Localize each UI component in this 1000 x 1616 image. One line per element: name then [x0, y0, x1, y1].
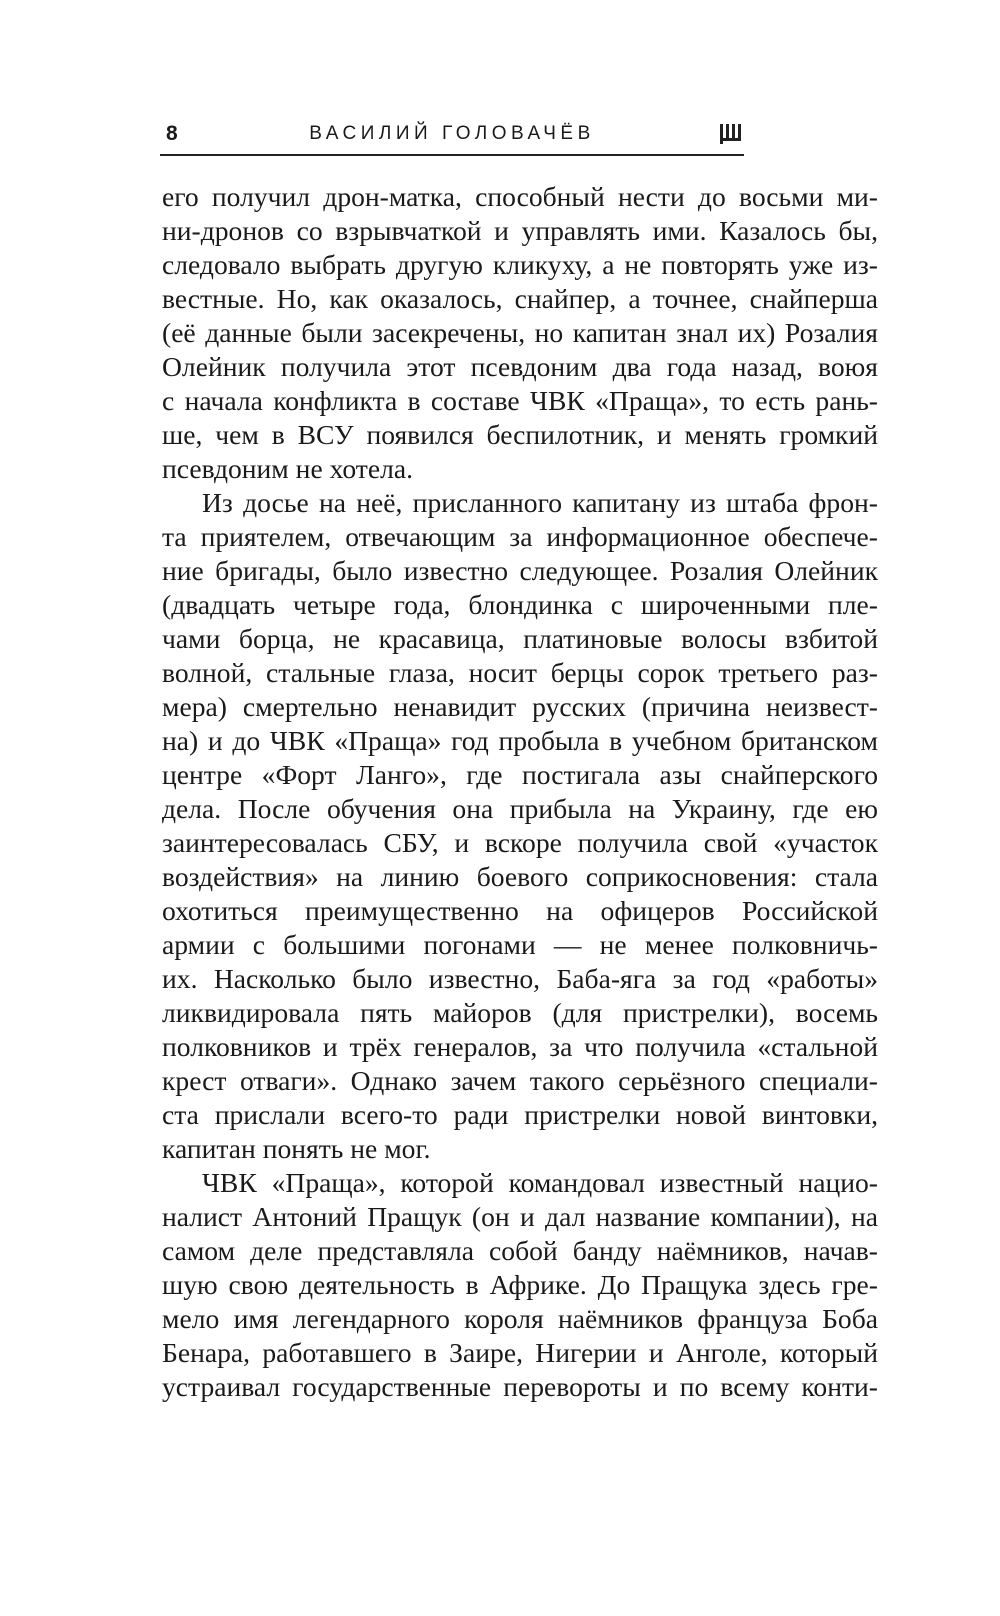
paragraph	[162, 180, 878, 486]
text-line: вестные. Но, как оказалось, снайпер, а точнее, снайперша	[162, 283, 878, 314]
text-line: (её данные были засекречены, но капитан знал их) Розалия	[162, 317, 878, 348]
paragraph	[162, 486, 878, 1166]
text-line: ни-дронов со взрывчаткой и управлять ими. Казалось бы,	[162, 215, 878, 246]
text-line: псевдоним не хотела.	[162, 453, 413, 484]
text-line: заинтересовалась СБУ, и вскоре получила свой «участок	[162, 827, 878, 858]
author-name: ВАСИЛИЙ ГОЛОВАЧЁВ	[309, 123, 595, 144]
text-line: его получил дрон-матка, способный нести до восьми ми-	[162, 181, 878, 212]
text-line: ЧВК «Праща», которой командовал известный нацио-	[202, 1167, 878, 1198]
text-line: армии с большими погонами — не менее полковничь-	[162, 929, 878, 960]
text-line: мело имя легендарного короля наёмников француза Боба	[162, 1303, 878, 1334]
running-header	[160, 118, 744, 156]
text-line: ше, чем в ВСУ появился беспилотник, и менять громкий	[162, 419, 878, 450]
paragraph	[162, 1166, 878, 1404]
text-line: следовало выбрать другую кликуху, а не повторять уже из-	[162, 249, 878, 280]
text-line: (двадцать четыре года, блондинка с широченными пле-	[162, 589, 878, 620]
text-line: Из досье на неё, присланного капитану из штаба фрон-	[202, 487, 878, 518]
text-line: крест отваги». Однако зачем такого серьёзного специали-	[162, 1065, 878, 1096]
text-line: налист Антоний Пращук (он и дал название компании), на	[162, 1201, 878, 1232]
text-line: Бенара, работавшего в Заире, Нигерии и Анголе, который	[162, 1337, 878, 1368]
text-line: дела. После обучения она прибыла на Украину, где ею	[162, 793, 878, 824]
text-line: ние бригады, было известно следующее. Розалия Олейник	[162, 555, 878, 586]
text-line: та приятелем, отвечающим за информационное обеспече-	[162, 521, 878, 552]
text-line: ста прислали всего-то ради пристрелки новой винтовки,	[162, 1099, 878, 1130]
text-line: волной, стальные глаза, носит берцы сорок третьего раз-	[162, 657, 878, 688]
text-line: воздействия» на линию боевого соприкосновения: стала	[162, 861, 878, 892]
text-line: их. Насколько было известно, Баба-яга за год «работы»	[162, 963, 878, 994]
text-line: Олейник получила этот псевдоним два года назад, воюя	[162, 351, 878, 382]
text-line: устраивал государственные перевороты и по всему конти-	[162, 1371, 878, 1402]
text-line: чами борца, не красавица, платиновые волосы взбитой	[162, 623, 878, 654]
page-number: 8	[166, 122, 178, 145]
text-line: центре «Форт Ланго», где постигала азы снайперского	[162, 759, 878, 790]
text-line: ликвидировала пять майоров (для пристрелки), восемь	[162, 997, 878, 1028]
text-line: капитан понять не мог.	[162, 1133, 431, 1164]
text-line: мера) смертельно ненавидит русских (причина неизвест-	[162, 691, 878, 722]
text-line: полковников и трёх генералов, за что получила «стальной	[162, 1031, 878, 1062]
text-line: охотиться преимущественно на офицеров Российской	[162, 895, 878, 926]
text-line: с начала конфликта в составе ЧВК «Праща», то есть рань-	[162, 385, 878, 416]
body-text	[162, 180, 878, 1404]
text-line: самом деле представляла собой банду наёмников, начав-	[162, 1235, 878, 1266]
publisher-logo-icon	[720, 124, 742, 144]
text-line: шую свою деятельность в Африке. До Пращука здесь гре-	[162, 1269, 878, 1300]
text-line: на) и до ЧВК «Праща» год пробыла в учебном британском	[162, 725, 878, 756]
